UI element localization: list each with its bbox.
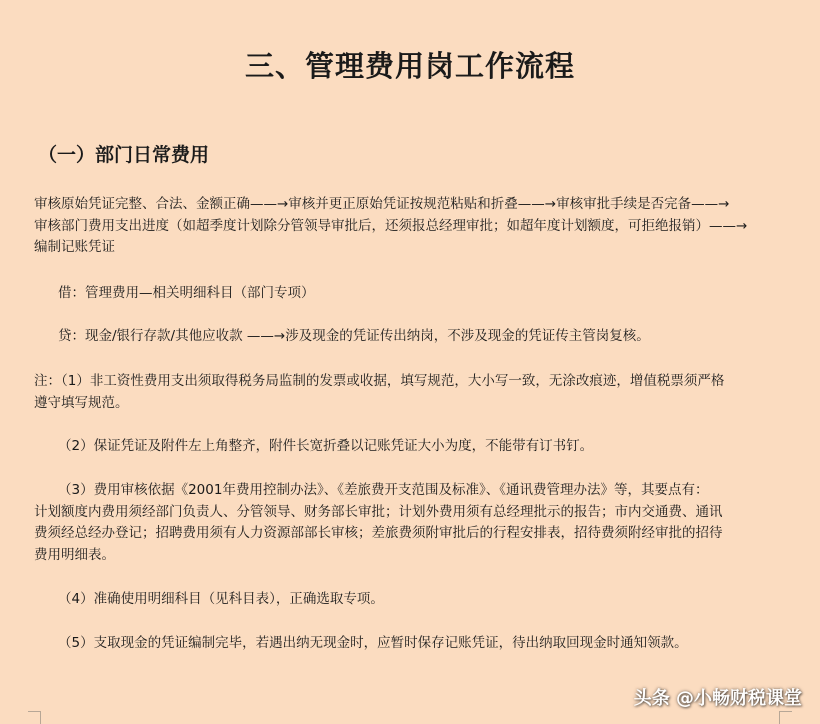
flow-line: 审核部门费用支出进度（如超季度计划除分管领导审批后，还须报总经理审批；如超年度计划额度，可拒绝报销）——→: [34, 217, 748, 234]
page-title: 三、管理费用岗工作流程: [244, 49, 575, 83]
note-3: [34, 480, 790, 566]
note-1: [34, 371, 790, 414]
debit-entry: 借：管理费用—相关明细科目（部门专项）: [58, 285, 315, 301]
note-line: 遵守填写规范。: [34, 394, 129, 411]
crop-mark: [28, 711, 41, 724]
note-line: 费须经总经办登记；招聘费用须有人力资源部部长审核；差旅费须附审批后的行程安排表，招待费须附经审批的招待: [34, 525, 723, 541]
note-4: （4）准确使用明细科目（见科目表），正确选取专项。: [58, 591, 384, 607]
note-line: （3）费用审核依据《2001年费用控制办法》、《差旅费开支范围及标准》、《通讯费管理办法》等，其要点有：: [58, 482, 709, 498]
credit-entry: 贷：现金/银行存款/其他应收款 ——→涉及现金的凭证传出纳岗，不涉及现金的凭证传主管岗复核。: [58, 328, 650, 344]
note-line: 计划额度内费用须经部门负责人、分管领导、财务部长审批；计划外费用须有总经理批示的报告；市内交通费、通讯: [34, 503, 723, 520]
note-line: 注：（1）非工资性费用支出须取得税务局监制的发票或收据，填写规范，大小写一致，无涂改痕迹，增值税票须严格: [34, 373, 725, 389]
flow-paragraph: [34, 194, 790, 259]
note-2: （2）保证凭证及附件左上角整齐，附件长宽折叠以记账凭证大小为度，不能带有订书钉。: [58, 438, 594, 454]
crop-mark: [779, 711, 792, 724]
section-heading: （一）部门日常费用: [38, 144, 210, 166]
note-5: （5）支取现金的凭证编制完毕，若遇出纳无现金时，应暂时保存记账凭证，待出纳取回现金时通知领款。: [58, 635, 688, 651]
flow-line: 编制记账凭证: [34, 239, 115, 255]
note-line: 费用明细表。: [34, 546, 115, 563]
watermark: 头条 @小畅财税课堂: [633, 688, 802, 709]
flow-line: 审核原始凭证完整、合法、金额正确——→审核并更正原始凭证按规范粘贴和折叠——→审核审批手续是否完备——→: [34, 196, 730, 212]
